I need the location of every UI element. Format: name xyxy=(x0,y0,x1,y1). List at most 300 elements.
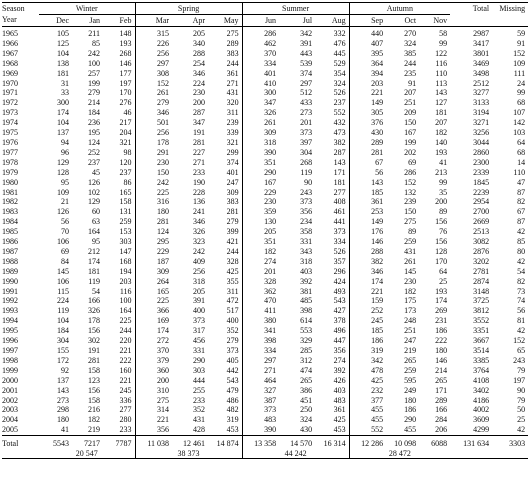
row-missing-cell: 79 xyxy=(517,365,526,375)
month-value-cell: 156 xyxy=(435,237,448,247)
month-value-cell: 248 xyxy=(404,316,417,326)
month-value-cell: 268 xyxy=(119,48,132,58)
month-value-cell: 116 xyxy=(119,286,132,296)
table-row xyxy=(2,316,528,326)
table-row xyxy=(2,128,528,138)
month-value-cell: 392 xyxy=(333,365,346,375)
month-header-aug: Aug xyxy=(315,15,349,27)
year-cell: 2005 xyxy=(2,425,39,435)
month-value-cell: 180 xyxy=(57,415,69,425)
month-value-cell: 166 xyxy=(435,405,448,415)
year-cell: 1998 xyxy=(2,355,18,365)
month-value-cell: 595 xyxy=(404,375,417,385)
month-value-cell: 150 xyxy=(404,118,417,128)
month-value-cell: 106 xyxy=(57,237,69,247)
month-value-cell: 251 xyxy=(404,326,417,336)
month-value-cell: 334 xyxy=(242,346,279,356)
month-value-cell: 191 xyxy=(193,128,206,138)
month-value-cell: 254 xyxy=(193,58,206,68)
month-value-cell: 225 xyxy=(135,296,172,306)
month-value-cell: 342 xyxy=(300,29,313,38)
row-total-cell: 2513 xyxy=(473,227,490,237)
month-value-cell: 354 xyxy=(333,68,346,78)
month-value-cell: 456 xyxy=(193,336,206,346)
month-value-cell: 347 xyxy=(193,118,206,128)
month-value-cell: 276 xyxy=(119,98,132,108)
month-value-cell: 158 xyxy=(88,365,100,375)
month-value-cell: 268 xyxy=(300,157,313,167)
month-value-cell: 331 xyxy=(193,346,206,355)
month-value-cell: 552 xyxy=(333,108,346,118)
month-value-cell: 281 xyxy=(349,148,386,158)
month-value-cell: 312 xyxy=(300,355,313,365)
month-value-cell: 351 xyxy=(242,237,279,247)
month-value-cell: 352 xyxy=(193,405,206,415)
month-value-cell: 125 xyxy=(57,38,69,48)
month-value-cell: 526 xyxy=(333,88,346,98)
month-value-cell: 186 xyxy=(435,326,448,336)
table-row xyxy=(2,108,528,118)
month-value-cell: 106 xyxy=(57,276,69,286)
month-value-cell: 318 xyxy=(242,138,279,148)
month-value-cell: 234 xyxy=(300,217,313,227)
month-value-cell: 376 xyxy=(349,118,386,128)
month-value-cell: 334 xyxy=(242,59,279,69)
month-value-cell: 286 xyxy=(242,27,279,39)
month-value-cell: 382 xyxy=(333,137,346,147)
month-value-cell: 76 xyxy=(439,227,448,237)
month-value-cell: 472 xyxy=(226,296,239,306)
month-value-cell: 56 xyxy=(61,217,69,227)
month-value-cell: 398 xyxy=(300,306,313,316)
table-row xyxy=(2,59,528,69)
row-missing-cell: 24 xyxy=(517,78,526,88)
month-value-cell: 235 xyxy=(404,68,417,78)
month-value-cell: 359 xyxy=(242,207,279,217)
total-cell: 12 461 xyxy=(183,439,206,449)
month-value-cell: 271 xyxy=(226,78,239,88)
row-total-cell: 3609 xyxy=(473,415,490,425)
month-value-cell: 482 xyxy=(226,405,239,415)
month-value-cell: 126 xyxy=(88,177,100,187)
month-value-cell: 184 xyxy=(57,326,69,336)
table-row xyxy=(2,405,528,415)
month-value-cell: 243 xyxy=(300,187,313,197)
row-total-cell: 2700 xyxy=(473,207,490,217)
month-value-cell: 205 xyxy=(193,286,206,296)
month-value-cell: 553 xyxy=(300,326,313,336)
month-value-cell: 261 xyxy=(135,88,172,98)
month-value-cell: 362 xyxy=(242,287,279,297)
month-header-row xyxy=(2,15,528,27)
month-value-cell: 56 xyxy=(349,168,386,178)
table-row xyxy=(2,207,528,217)
season-sum-spacer xyxy=(2,449,39,459)
table-row xyxy=(2,386,528,396)
row-total-cell: 3801 xyxy=(473,48,490,58)
year-cell: 1980 xyxy=(2,177,18,187)
month-value-cell: 230 xyxy=(135,158,172,168)
month-value-cell: 411 xyxy=(242,306,279,316)
total-cell: 11 038 xyxy=(135,436,172,449)
month-value-cell: 86 xyxy=(123,177,132,187)
month-value-cell: 252 xyxy=(349,306,386,316)
month-value-cell: 407 xyxy=(349,39,386,49)
month-value-cell: 174 xyxy=(57,108,69,118)
month-value-cell: 140 xyxy=(435,137,448,147)
month-header-jul: Jul xyxy=(279,15,315,27)
month-value-cell: 233 xyxy=(193,395,206,405)
month-value-cell: 85 xyxy=(92,38,100,48)
row-total-cell: 3271 xyxy=(473,118,490,128)
table-row xyxy=(2,188,528,198)
row-missing-cell: 54 xyxy=(517,266,526,276)
month-value-cell: 287 xyxy=(193,108,206,118)
year-cell: 1974 xyxy=(2,118,18,128)
row-missing-cell: 110 xyxy=(513,167,526,177)
month-value-cell: 110 xyxy=(435,68,448,78)
table-row xyxy=(2,237,528,247)
month-value-cell: 45 xyxy=(92,167,100,177)
table-row xyxy=(2,69,528,79)
month-header-sep: Sep xyxy=(349,15,386,27)
row-total-cell: 2954 xyxy=(473,197,490,207)
month-value-cell: 270 xyxy=(404,29,417,38)
month-value-cell: 230 xyxy=(193,88,206,98)
month-value-cell: 249 xyxy=(404,385,417,395)
month-value-cell: 100 xyxy=(119,296,132,306)
month-value-cell: 303 xyxy=(119,237,132,247)
month-value-cell: 455 xyxy=(349,415,386,425)
month-value-cell: 21 xyxy=(61,197,69,207)
month-value-cell: 67 xyxy=(349,158,386,168)
row-total-cell: 3725 xyxy=(473,296,490,306)
month-value-cell: 431 xyxy=(193,415,206,425)
year-cell: 1978 xyxy=(2,157,18,167)
month-value-cell: 320 xyxy=(226,98,239,108)
month-value-cell: 176 xyxy=(349,227,386,237)
month-value-cell: 69 xyxy=(61,246,69,256)
month-value-cell: 217 xyxy=(119,118,132,128)
month-value-cell: 316 xyxy=(135,197,172,207)
row-total-cell: 3277 xyxy=(473,88,490,98)
row-missing-cell: 103 xyxy=(513,128,526,138)
month-value-cell: 231 xyxy=(435,316,448,326)
year-cell: 1969 xyxy=(2,68,18,78)
row-total-cell: 3202 xyxy=(473,256,490,266)
table-row xyxy=(2,296,528,306)
month-value-cell: 443 xyxy=(300,48,313,58)
month-value-cell: 185 xyxy=(349,326,386,336)
month-value-cell: 342 xyxy=(349,356,386,366)
month-value-cell: 309 xyxy=(242,128,279,138)
month-value-cell: 288 xyxy=(349,247,386,257)
month-value-cell: 373 xyxy=(300,128,313,138)
month-value-cell: 230 xyxy=(242,197,279,207)
month-value-cell: 129 xyxy=(88,197,100,207)
month-value-cell: 155 xyxy=(57,346,69,355)
month-value-cell: 146 xyxy=(349,237,386,247)
month-value-cell: 426 xyxy=(333,375,346,385)
month-value-cell: 473 xyxy=(333,128,346,138)
row-missing-cell: 64 xyxy=(517,137,526,147)
year-cell: 1996 xyxy=(2,336,18,346)
month-value-cell: 427 xyxy=(333,306,346,316)
month-value-cell: 331 xyxy=(300,237,313,247)
month-value-cell: 205 xyxy=(242,227,279,237)
month-value-cell: 390 xyxy=(242,148,279,158)
month-value-cell: 63 xyxy=(92,217,100,227)
row-total-cell: 3256 xyxy=(473,128,490,138)
month-value-cell: 399 xyxy=(226,227,239,237)
month-value-cell: 168 xyxy=(119,256,132,266)
month-value-cell: 265 xyxy=(435,375,448,385)
month-value-cell: 90 xyxy=(304,177,313,187)
month-value-cell: 239 xyxy=(226,118,239,128)
month-value-cell: 178 xyxy=(135,138,172,148)
row-missing-cell: 73 xyxy=(517,286,526,296)
month-value-cell: 199 xyxy=(404,137,417,147)
month-value-cell: 200 xyxy=(435,197,448,207)
month-value-cell: 403 xyxy=(300,266,313,276)
row-total-cell: 2876 xyxy=(473,246,490,256)
month-header-oct: Oct xyxy=(386,15,419,27)
month-value-cell: 143 xyxy=(57,385,69,395)
month-value-cell: 381 xyxy=(300,286,313,296)
month-value-cell: 172 xyxy=(57,355,69,365)
month-value-cell: 289 xyxy=(349,138,386,148)
month-value-cell: 219 xyxy=(72,425,103,435)
month-value-cell: 428 xyxy=(172,425,208,435)
month-value-cell: 324 xyxy=(333,78,346,88)
month-value-cell: 279 xyxy=(226,336,239,346)
season-header-row xyxy=(2,3,528,15)
month-value-cell: 149 xyxy=(349,217,386,227)
month-value-cell: 193 xyxy=(435,147,448,157)
month-value-cell: 280 xyxy=(119,415,132,425)
row-total-cell: 3402 xyxy=(473,385,490,395)
table-row xyxy=(2,247,528,257)
row-missing-cell: 47 xyxy=(517,177,526,187)
table-row xyxy=(2,227,528,237)
month-header-feb: Feb xyxy=(103,15,135,27)
month-value-cell: 242 xyxy=(193,246,206,256)
row-missing-cell: 85 xyxy=(517,237,526,247)
year-cell: 1995 xyxy=(2,326,18,336)
row-missing-cell: 67 xyxy=(517,207,526,217)
month-value-cell: 478 xyxy=(349,366,386,376)
grand-total-cell: 131 634 xyxy=(463,439,490,449)
month-value-cell: 126 xyxy=(57,207,69,217)
month-value-cell: 181 xyxy=(57,68,69,78)
season-group-winter: Winter xyxy=(39,3,135,15)
row-total-cell: 3044 xyxy=(473,137,490,147)
month-value-cell: 425 xyxy=(349,376,386,386)
month-value-cell: 401 xyxy=(226,167,239,177)
month-value-cell: 158 xyxy=(88,395,100,405)
table-row xyxy=(2,197,528,207)
row-missing-cell: 82 xyxy=(517,197,526,207)
month-value-cell: 95 xyxy=(92,237,100,247)
month-value-cell: 328 xyxy=(242,277,279,287)
month-value-cell: 225 xyxy=(135,188,172,198)
month-value-cell: 392 xyxy=(300,276,313,286)
month-value-cell: 127 xyxy=(435,98,448,108)
month-value-cell: 241 xyxy=(193,207,206,217)
total-cell: 6088 xyxy=(431,439,448,449)
row-total-cell: 2339 xyxy=(473,167,490,177)
month-value-cell: 156 xyxy=(88,385,100,395)
month-value-cell: 373 xyxy=(333,227,346,237)
month-value-cell: 543 xyxy=(333,296,346,306)
month-value-cell: 242 xyxy=(88,48,100,58)
month-value-cell: 483 xyxy=(333,395,346,405)
month-value-cell: 199 xyxy=(88,78,100,88)
total-cell: 12 286 xyxy=(349,436,386,449)
month-value-cell: 543 xyxy=(226,375,239,385)
month-value-cell: 421 xyxy=(226,237,239,247)
table-row xyxy=(2,277,528,287)
month-header-mar: Mar xyxy=(135,15,172,27)
missing-header-spacer xyxy=(492,15,528,27)
month-value-cell: 104 xyxy=(57,48,69,58)
month-value-cell: 182 xyxy=(404,286,417,296)
month-value-cell: 296 xyxy=(333,266,346,276)
row-missing-cell: 79 xyxy=(517,395,526,405)
month-value-cell: 321 xyxy=(226,137,239,147)
month-value-cell: 275 xyxy=(226,29,239,38)
row-missing-cell: 68 xyxy=(517,147,526,157)
row-missing-cell: 65 xyxy=(517,346,526,355)
month-value-cell: 221 xyxy=(349,287,386,297)
table-row xyxy=(2,158,528,168)
month-value-cell: 356 xyxy=(333,346,346,355)
season-sum-spring: 38 373 xyxy=(135,449,242,459)
total-header-spacer xyxy=(450,15,492,27)
month-value-cell: 184 xyxy=(88,108,100,118)
month-value-cell: 191 xyxy=(88,346,100,355)
month-value-cell: 395 xyxy=(349,49,386,59)
month-value-cell: 98 xyxy=(123,147,132,157)
month-value-cell: 119 xyxy=(88,276,100,286)
month-value-cell: 242 xyxy=(135,178,172,188)
table-row xyxy=(2,366,528,376)
month-header-dec: Dec xyxy=(39,15,72,27)
month-value-cell: 105 xyxy=(57,29,69,38)
month-value-cell: 408 xyxy=(333,197,346,207)
month-value-cell: 182 xyxy=(242,247,279,257)
month-value-cell: 193 xyxy=(119,38,132,48)
month-value-cell: 250 xyxy=(300,405,313,415)
row-missing-cell: 74 xyxy=(517,296,526,306)
month-header-jan: Jan xyxy=(72,15,103,27)
month-value-cell: 410 xyxy=(242,79,279,89)
table-row xyxy=(2,79,528,89)
row-total-cell: 2239 xyxy=(473,187,490,197)
year-cell: 1971 xyxy=(2,88,18,98)
missing-header: Missing xyxy=(492,3,528,15)
total-cell: 14 570 xyxy=(290,439,313,449)
month-value-cell: 431 xyxy=(226,88,239,98)
month-value-cell: 137 xyxy=(57,128,69,138)
month-value-cell: 224 xyxy=(57,296,69,306)
month-value-cell: 275 xyxy=(404,217,417,227)
month-value-cell: 361 xyxy=(349,197,386,207)
month-value-cell: 305 xyxy=(349,108,386,118)
month-value-cell: 152 xyxy=(404,177,417,187)
month-value-cell: 261 xyxy=(404,256,417,266)
month-value-cell: 288 xyxy=(193,48,206,58)
month-value-cell: 400 xyxy=(193,306,206,316)
table-row xyxy=(2,27,528,39)
row-total-cell: 3417 xyxy=(473,38,490,48)
month-value-cell: 89 xyxy=(439,207,448,217)
month-value-cell: 245 xyxy=(349,316,386,326)
month-value-cell: 445 xyxy=(333,48,346,58)
month-value-cell: 173 xyxy=(404,306,417,316)
month-value-cell: 120 xyxy=(119,157,132,167)
row-total-cell: 3812 xyxy=(473,306,490,316)
month-value-cell: 295 xyxy=(135,237,172,247)
row-missing-cell: 197 xyxy=(513,375,526,385)
year-cell: 1991 xyxy=(2,286,18,296)
year-cell: 1966 xyxy=(2,38,18,48)
row-total-cell: 2987 xyxy=(473,29,490,38)
month-value-cell: 455 xyxy=(349,405,386,415)
table-row xyxy=(2,346,528,356)
row-total-cell: 3385 xyxy=(473,355,490,365)
year-cell: 2000 xyxy=(2,375,18,385)
year-cell: 1999 xyxy=(2,365,18,375)
month-value-cell: 230 xyxy=(404,276,417,286)
row-total-cell: 2874 xyxy=(473,276,490,286)
month-value-cell: 447 xyxy=(333,336,346,346)
year-cell: 1979 xyxy=(2,167,18,177)
row-missing-cell: 91 xyxy=(517,38,526,48)
month-value-cell: 227 xyxy=(193,147,206,157)
month-value-cell: 271 xyxy=(193,157,206,167)
month-value-cell: 273 xyxy=(57,395,69,405)
month-value-cell: 200 xyxy=(135,376,172,386)
month-value-cell: 299 xyxy=(226,147,239,157)
month-value-cell: 298 xyxy=(57,405,69,415)
month-value-cell: 273 xyxy=(300,108,313,118)
month-value-cell: 253 xyxy=(349,207,386,217)
month-value-cell: 229 xyxy=(135,247,172,257)
year-cell: 1989 xyxy=(2,266,18,276)
month-value-cell: 222 xyxy=(119,355,132,365)
month-value-cell: 361 xyxy=(333,405,346,415)
month-value-cell: 207 xyxy=(404,88,417,98)
month-value-cell: 145 xyxy=(57,266,69,276)
year-cell: 1987 xyxy=(2,246,18,256)
month-value-cell: 205 xyxy=(193,29,206,38)
table-row xyxy=(2,178,528,188)
month-value-cell: 170 xyxy=(435,256,448,266)
year-cell: 1965 xyxy=(2,29,18,38)
month-value-cell: 451 xyxy=(300,395,313,405)
season-sum-winter: 20 547 xyxy=(39,449,135,459)
season-group-summer: Summer xyxy=(242,3,349,15)
month-header-apr: Apr xyxy=(172,15,208,27)
month-value-cell: 251 xyxy=(404,98,417,108)
month-value-cell: 58 xyxy=(439,29,448,38)
month-value-cell: 213 xyxy=(435,167,448,177)
month-value-cell: 174 xyxy=(435,296,448,306)
month-value-cell: 137 xyxy=(57,375,69,385)
month-value-cell: 146 xyxy=(435,355,448,365)
month-value-cell: 315 xyxy=(135,27,172,39)
